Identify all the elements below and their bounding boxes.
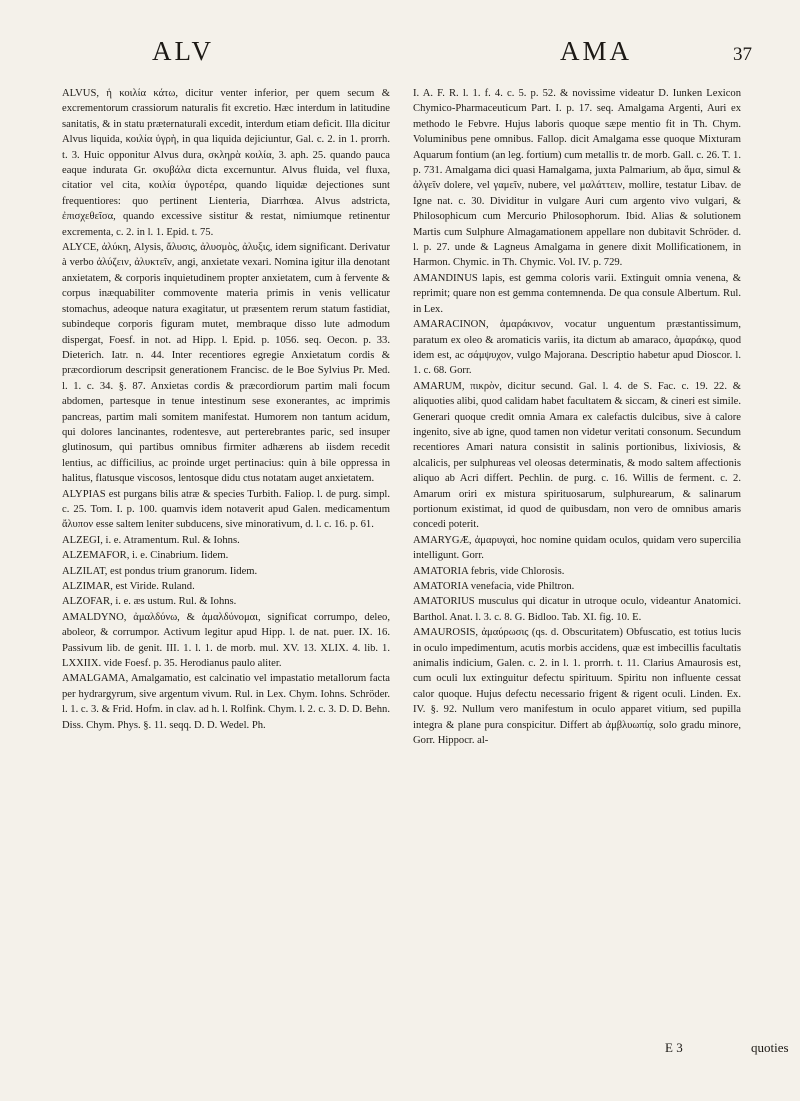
entry-amatoria-febris: AMATORIA febris, vide Chlorosis. [413, 565, 565, 577]
entry-alzegi: ALZEGI, i. e. Atramentum. Rul. & Iohns. [62, 534, 240, 546]
left-headword: ALV [152, 36, 215, 66]
entry-alypias: ALYPIAS est purgans bilis atræ & species Turbith. Faliop. l. de purg. simpl. c. 25. Tom. I. p. 100. quamvis idem notaverit apud Galen. medicamentum ἄλυπον esse saltem leniter subducens, sive minorativum, d. l. c. 16. p. 61. [62, 488, 390, 531]
entry-alyce: ALYCE, ἀλύκη, Alysis, ἄλυσις, ἀλυσμὸς, ἀλυξις, idem significant. Derivatur à verbo ἀλύζειν, ἀλυκτεῖν, angi, anxietate vexari. Nomina igitur illa denotant anxietatem, & corporis inquietudinem propter anxietatem, cum à fervente & corpus inæquabiliter commovente materia primis in venis vellicatur stomachus, adeoque natura exagitatur, ut præsentem rerum statum fastidiat, subindeque corporis figuram mutet, membraque disso lute admodum dispergat, Foesf. in not. ad Hipp. l. Epid. p. 1056. seq. Oecon. p. 33. Dieterich. Iatr. n. 44. Inter recentiores egregie Anxietatum cordis & præcordiorum descripsit generationem Francisc. de le Boe Sylvius Pr. Med. l. 1. c. 34. §. 87. Anxietas cordis & præcordiorum partim mali focum abdomen, partesque in tenue intestinum sese exonerantes, ac imprimis pancreas, partim mali somitem manifestat. Humorem non tantum acidum, qui dolores lancinantes, rodentesve, aut perterebrantes paric, sed insuper glutinosum, qui partibus omnibus firmiter adhærens ab iisdem recedit lentius, ac difficilius, ac proinde urget pertinacius: quin à bile oppressa in halitus, flatusque viscosos, lentosque didu ctus notatam auget anxietatem. [62, 242, 390, 485]
running-header [0, 36, 800, 76]
signature-mark: E 3 [665, 1040, 683, 1055]
right-headword: AMA [560, 36, 633, 66]
right-column [413, 86, 741, 748]
entry-alzemafor: ALZEMAFOR, i. e. Cinabrium. Iidem. [62, 550, 229, 562]
page-number: 37 [733, 44, 752, 65]
entry-amalgama-cont: I. A. F. R. l. 1. f. 4. c. 5. p. 52. & novissime videatur D. Iunken Lexicon Chymico-Pharmaceuticum Part. I. p. 17. seq. Amalgama Argenti, Auri ex methodo le Febvre. Hujus laboris quoque sæpe mentio fit in Th. Chym. Voluminibus pene omnibus. Fallop. dicit Amalgama esse quoque Mixturam Aquarum fontium (an leg. fortium) cum metallis tr. de morb. Gall. c. 26. T. 1. p. 731. Amalgama dici quasi Hamalgama, juxta Palmarium, ab ἅμα, simul & ἀλγεῖν dolere, vel γαμεῖν, nubere, vel μαλάττειν, mollire, testatur Libav. de Igne nat. c. 30. Dividitur in vulgare Auri cum argento vivo vulgari, & Philosophicum cum Mercurio Philosophorum. Ibid. Alias & solutionem Martis cum Sulphure Almagamationem appellare non dubitavit Schröder. d. l. p. 27. unde & Lagneus Amalgama in genere dixit Mollificationem, in Harmon. Chymic. in Th. Chymic. Vol. IV. p. 729. [413, 88, 741, 269]
footer [665, 1040, 789, 1056]
entry-amandinus: AMANDINUS lapis, est gemma coloris varii. Extinguit omnia venena, & reprimit; quare non est gemma contemnenda. De qua consule Albertum. Rul. in Lex. [413, 272, 741, 315]
catchword: quoties [751, 1040, 789, 1055]
entry-amarygae: AMARYGÆ, ἀμαρυγαὶ, hoc nomine quidam oculos, quidam vero supercilia intelligunt. Gorr. [413, 534, 741, 562]
entry-alvus: ALVUS, ἡ κοιλία κάτω, dicitur venter inferior, per quem secum & excrementorum crassiorum naturalis fit excretio. Hæc interdum in latitudine sanitatis, & in statu præternaturali excedit, interdum etiam deficit. Illa dicitur Alvus liquida, κοιλία ὑγρὴ, in qua liquida dejiciuntur, Gal. c. 2. in 1. prorrh. t. 3. Huic opponitur Alvus dura, σκληρὰ κοιλία, 3. aph. 25. quando pauca eaque indurata Gr. σκυβάλα dicta excernuntur. Alvus fluida, vel fluxa, citatior vel cita, κοιλία ὑγροτέρα, quando liquidæ dejectiones sunt frequentiores: quo pertinent Lienteria, Diarrhœa. Alvus adstricta, ἐπισχεθεῖσα, quando excessive sistitur & restat, nimiumque retinentur excrementa, c. 2. in l. 1. Epid. t. 75. [62, 88, 390, 238]
entry-amatoria-venefacia: AMATORIA venefacia, vide Philtron. [413, 581, 575, 592]
entry-alzofar: ALZOFAR, i. e. æs ustum. Rul. & Iohns. [62, 596, 237, 608]
entry-amalgama: AMALGAMA, Amalgamatio, est calcinatio vel impastatio metallorum facta per hydrargyrum, sive argentum vivum. Rul. in Lex. Chym. Iohns. Schröder. l. 1. c. 3. & Frid. Hofm. in clav. ad h. l. Rolfink. Chym. l. 2. c. 3. D. D. Behn. Diss. Chym. Phys. §. 11. seqq. D. D. Wedel. Ph. [62, 673, 390, 731]
entry-amarum: AMARUM, πικρὸν, dicitur secund. Gal. l. 4. de S. Fac. c. 19. 22. & aliquoties alibi, quod calidam habet facultatem & siccam, & cineri est simile. Generari quoque credit omnia Amara ex calefactis dulcibus, sive à calore ingenito, sive ab igne, quod tamen non videtur veritati consonum. Secundum recentiores Amari natura consistit in salinis portionibus, lixiviosis, & alcalicis, per sulphureas vel oleosas determinatis, & modo saltem affectionis aliquo ab Acri differt. Pechlin. de purg. c. 16. Willis de ferment. c. 2. Amarum oriri ex mistura spirituosarum, sulphurearum, & salinarum portionum existimat, id quod de quibusdam, non vero de omnibus amaris concedi poterit. [413, 380, 741, 531]
left-column [62, 86, 390, 733]
entry-alzilat: ALZILAT, est pondus trium granorum. Iidem. [62, 565, 258, 577]
entry-amaldyno: AMALDYNO, ἀμαλδύνω, & ἀμαλδύνομαι, significat corrumpo, deleo, aboleor, & corrumpor. Activum legitur apud Hipp. l. de nat. puer. IX. 16. Passivum lib. de genit. III. 1. l. 1. de morb. mul. XV. 13. XLIX. 4. lib. 1. LXXIIX. vide Foesf. p. 35. Herodianus paulo aliter. [62, 611, 390, 670]
entry-amatorius: AMATORIUS musculus qui dicatur in utroque oculo, videantur Anatomici. Barthol. Anat. l. 3. c. 8. G. Bidloo. Tab. XI. fig. 10. E. [413, 596, 741, 623]
entry-alzimar: ALZIMAR, est Viride. Ruland. [62, 581, 195, 592]
entry-amaracinon: AMARACINON, ἀμαράκινον, vocatur unguentum præstantissimum, paratum ex oleo & aromaticis variis, ita dictum ab amaraco, ἀμαράκῳ, quod idem est, ac σάμψυχον, vulgo Majorana. Descriptio habetur apud Dioscor. l. 1. c. 68. Gorr. [413, 319, 741, 377]
entry-amaurosis: AMAUROSIS, ἀμαύρωσις (qs. d. Obscuritatem) Obfuscatio, est totius lucis in oculo impedimentum, acutis morbis accidens, quæ est imbecillis facultatis animalis indicium, Galen. c. 2. in l. 1. prorrh. t. 11. Clarius Amaurosis est, cum oculi lux extinguitur defectu spirituum. Spiritu non influente cessat calor quoque. Hujus defectu necessario frigent & rigent oculi. Linden. Ex. IV. §. 92. Nullum vero manifestum in oculo apparet vitium, sed pupilla integra & plane pura conspicitur. Differt ab ἀμβλυωπίᾳ, solo gradu minore, Gorr. Hippocr. al- [413, 627, 741, 747]
